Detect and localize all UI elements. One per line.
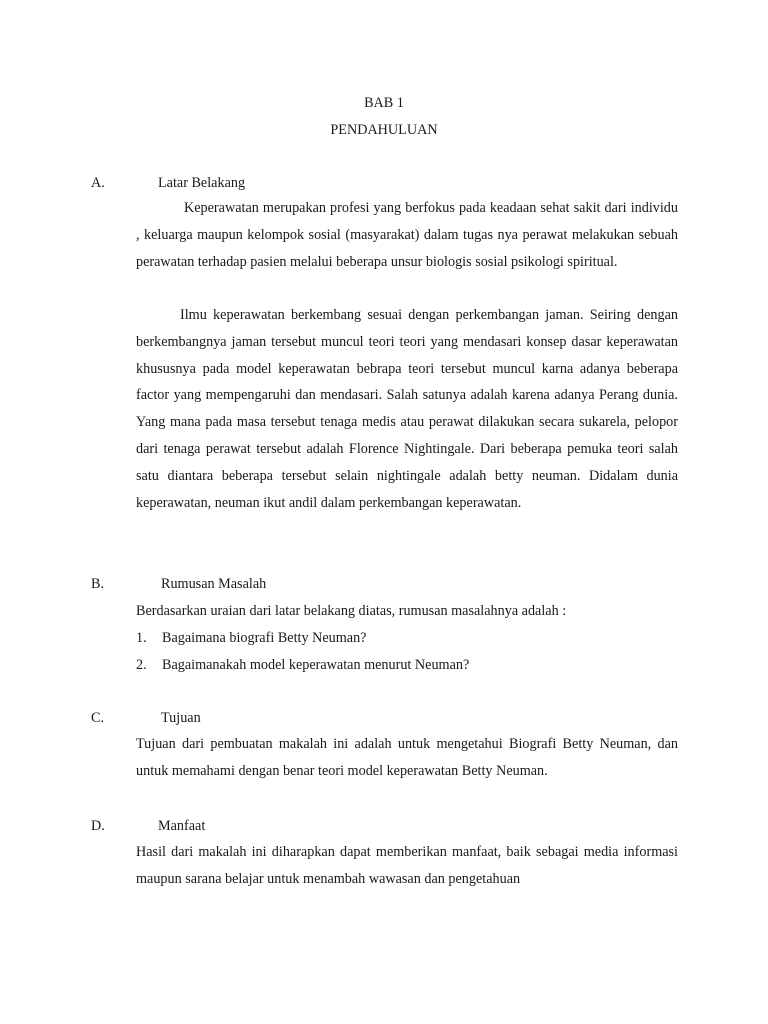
section-b-intro: Berdasarkan uraian dari latar belakang diatas, rumusan masalahnya adalah : (136, 603, 567, 619)
section-a-paragraph-2: Ilmu keperawatan berkembang sesuai dengan perkembangan jaman. Seiring dengan berkembangnya jaman tersebut muncul teori teori yang mendasari konsep dasar keperawatan khususnya pada model keperawatan bebrapa teori tersebut muncul karna adanya beberapa factor yang mempengaruhi dan mendasari. Salah satunya adalah karena adanya Perang dunia. Yang mana pada masa tersebut tenaga medis atau perawat dilakukan secara sukarela, pelopor dari tenaga perawat tersebut adalah Florence Nightingale. Dari beberapa pemuka teori salah satu diantara beberapa tersebut selain nightingale adalah betty neuman. Didalam dunia keperawatan, neuman ikut andil dalam perkembangan keperawatan. (136, 307, 678, 511)
list-item-number: 2. (136, 657, 147, 673)
section-d-letter: D. (91, 818, 105, 834)
section-b-heading: Rumusan Masalah (161, 576, 267, 592)
list-item (136, 656, 469, 674)
list-item-number: 1. (136, 630, 147, 646)
list-item-text: Bagaimana biografi Betty Neuman? (162, 630, 367, 646)
section-a-paragraph-1: Keperawatan merupakan profesi yang berfokus pada keadaan sehat sakit dari individu , keluarga maupun kelompok sosial (masyarakat) dalam tugas nya perawat melakukan sebuah perawatan terhadap pasien melalui beberapa unsur biologis sosial psikologi spiritual. (136, 200, 678, 270)
section-b-letter: B. (91, 576, 105, 592)
list-item (136, 629, 366, 647)
section-d-heading: Manfaat (158, 818, 206, 834)
section-c-paragraph: Tujuan dari pembuatan makalah ini adalah untuk mengetahui Biografi Betty Neuman, dan untuk memahami dengan benar teori model keperawatan Betty Neuman. (136, 736, 678, 779)
section-a-letter: A. (91, 175, 105, 191)
section-d-paragraph: Hasil dari makalah ini diharapkan dapat memberikan manfaat, baik sebagai media informasi maupun sarana belajar untuk menambah wawasan dan pengetahuan (136, 844, 678, 887)
section-a-heading: Latar Belakang (158, 175, 246, 191)
page-title: PENDAHULUAN (330, 122, 438, 138)
list-item-text: Bagaimanakah model keperawatan menurut Neuman? (162, 657, 470, 673)
section-c-letter: C. (91, 710, 105, 726)
section-c-heading: Tujuan (161, 710, 201, 726)
chapter-label: BAB 1 (364, 95, 404, 111)
